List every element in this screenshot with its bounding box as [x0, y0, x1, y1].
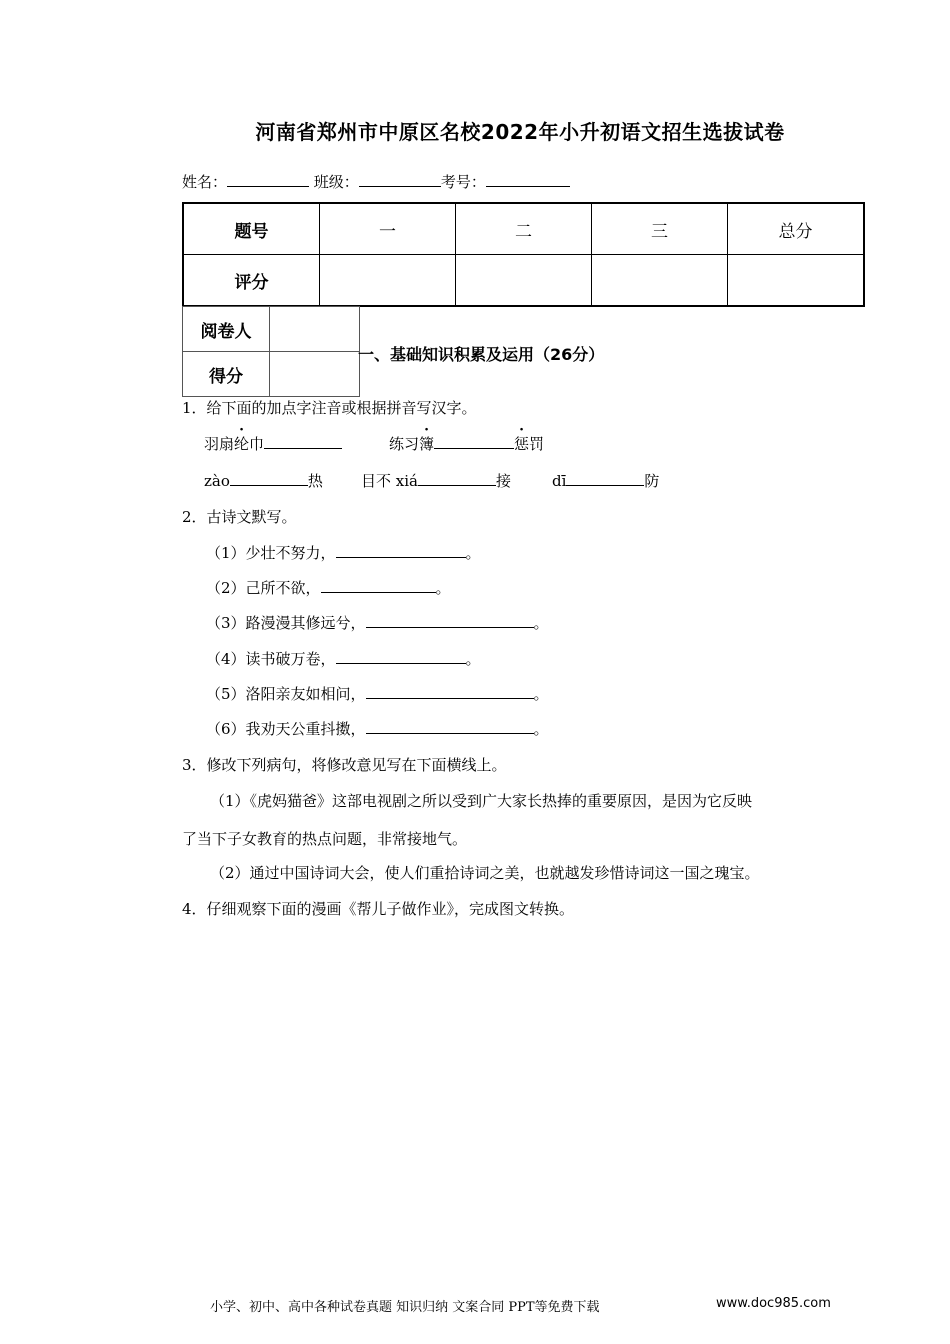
- q1-answer-blank[interactable]: [418, 471, 496, 486]
- q2-item: [206, 612, 549, 633]
- q1-text: 巾: [249, 435, 265, 453]
- q2-answer-blank[interactable]: [321, 578, 436, 593]
- score-cell[interactable]: [320, 255, 456, 307]
- q1-text: 防: [644, 472, 660, 490]
- q1-answer-blank[interactable]: [264, 434, 342, 449]
- score-header-cell: 一: [320, 203, 456, 255]
- score-cell[interactable]: [456, 255, 592, 307]
- q2-answer-blank[interactable]: [366, 613, 534, 628]
- q3-sentence-2: （2）通过中国诗词大会，使人们重拾诗词之美，也就越发珍惜诗词这一国之瑰宝。: [210, 864, 760, 882]
- exam-no-field[interactable]: [486, 172, 570, 187]
- q2-item: [206, 718, 549, 739]
- score-row-label: 评分: [183, 255, 320, 307]
- q2-item-text: （6）我劝天公重抖擞，: [206, 720, 366, 738]
- exam-no-label: 考号：: [440, 173, 486, 191]
- q2-item: [206, 577, 451, 598]
- q1-item-4: [361, 470, 511, 491]
- score-header-cell: 总分: [728, 203, 865, 255]
- q2-answer-blank[interactable]: [366, 719, 534, 734]
- q1-item-5: [552, 470, 659, 491]
- score-table: [182, 202, 865, 307]
- reader-score-cell[interactable]: [270, 352, 360, 397]
- page-title: 河南省郑州市中原区名校2022年小升初语文招生选拔试卷: [255, 120, 785, 144]
- q1-answer-blank[interactable]: [230, 471, 308, 486]
- reader-cell[interactable]: [270, 307, 360, 352]
- reader-score-label: 得分: [183, 352, 270, 397]
- q2-item: [206, 542, 481, 563]
- q1-item-3: [204, 470, 323, 491]
- q1-answer-blank[interactable]: [434, 434, 514, 449]
- q2-item-text: （4）读书破万卷，: [206, 650, 336, 668]
- score-table-header-row: [183, 203, 864, 255]
- q2-item: [206, 683, 549, 704]
- q1-dotted-char: 纶: [234, 435, 250, 453]
- q1-text: 羽扇: [204, 435, 235, 453]
- q1-answer-blank[interactable]: [566, 471, 644, 486]
- q1-text: 接: [495, 472, 511, 490]
- footer-text: 小学、初中、高中各种试卷真题 知识归纳 文案合同 PPT等免费下载: [210, 1300, 600, 1315]
- q1-text: 罚: [529, 435, 545, 453]
- reader-label: 阅卷人: [183, 307, 270, 352]
- class-label: 班级：: [313, 173, 359, 191]
- q2-period: 。: [533, 614, 549, 632]
- q2-period: 。: [533, 720, 549, 738]
- q1-text: dī: [552, 472, 567, 490]
- score-header-cell: 二: [456, 203, 592, 255]
- q1-text: 热: [307, 472, 323, 490]
- q1-text: 练习: [389, 435, 420, 453]
- question-4-stem: 4．仔细观察下面的漫画《帮儿子做作业》，完成图文转换。: [182, 900, 575, 918]
- name-field[interactable]: [227, 172, 309, 187]
- score-header-cell: 题号: [183, 203, 320, 255]
- class-field[interactable]: [359, 172, 441, 187]
- q1-item-2: [389, 433, 544, 454]
- name-label: 姓名：: [182, 173, 228, 191]
- reader-table: [182, 306, 360, 397]
- q1-text: 目不 xiá: [361, 472, 418, 490]
- q2-period: 。: [435, 579, 451, 597]
- q2-answer-blank[interactable]: [336, 649, 466, 664]
- score-header-cell: 三: [592, 203, 728, 255]
- q2-answer-blank[interactable]: [336, 543, 466, 558]
- score-table-score-row: [183, 255, 864, 307]
- q1-dotted-char: 惩: [514, 435, 530, 453]
- q2-item-text: （3）路漫漫其修远兮，: [206, 614, 366, 632]
- score-cell[interactable]: [728, 255, 865, 307]
- q2-period: 。: [465, 650, 481, 668]
- q2-period: 。: [533, 685, 549, 703]
- question-2-stem: 2．古诗文默写。: [182, 508, 297, 526]
- q2-item: [206, 648, 481, 669]
- q2-item-text: （1）少壮不努力，: [206, 544, 336, 562]
- question-3-stem: 3．修改下列病句，将修改意见写在下面横线上。: [182, 756, 507, 774]
- student-info-line: [182, 171, 570, 192]
- score-cell[interactable]: [592, 255, 728, 307]
- q1-dotted-char: 簿: [419, 435, 435, 453]
- q2-item-text: （2）己所不欲，: [206, 579, 321, 597]
- question-1-stem: 1．给下面的加点字注音或根据拼音写汉字。: [182, 399, 477, 417]
- q2-period: 。: [465, 544, 481, 562]
- q2-answer-blank[interactable]: [366, 684, 534, 699]
- q3-sentence-1-cont: 了当下子女教育的热点问题，非常接地气。: [182, 830, 468, 848]
- q3-sentence-1: （1）《虎妈猫爸》这部电视剧之所以受到广大家长热捧的重要原因，是因为它反映: [210, 792, 753, 810]
- q1-text: zào: [204, 472, 230, 490]
- q1-item-1: [204, 433, 342, 454]
- q2-item-text: （5）洛阳亲友如相问，: [206, 685, 366, 703]
- section-heading: 一、基础知识积累及运用（26分）: [358, 345, 605, 364]
- footer-url[interactable]: www.doc985.com: [716, 1296, 831, 1311]
